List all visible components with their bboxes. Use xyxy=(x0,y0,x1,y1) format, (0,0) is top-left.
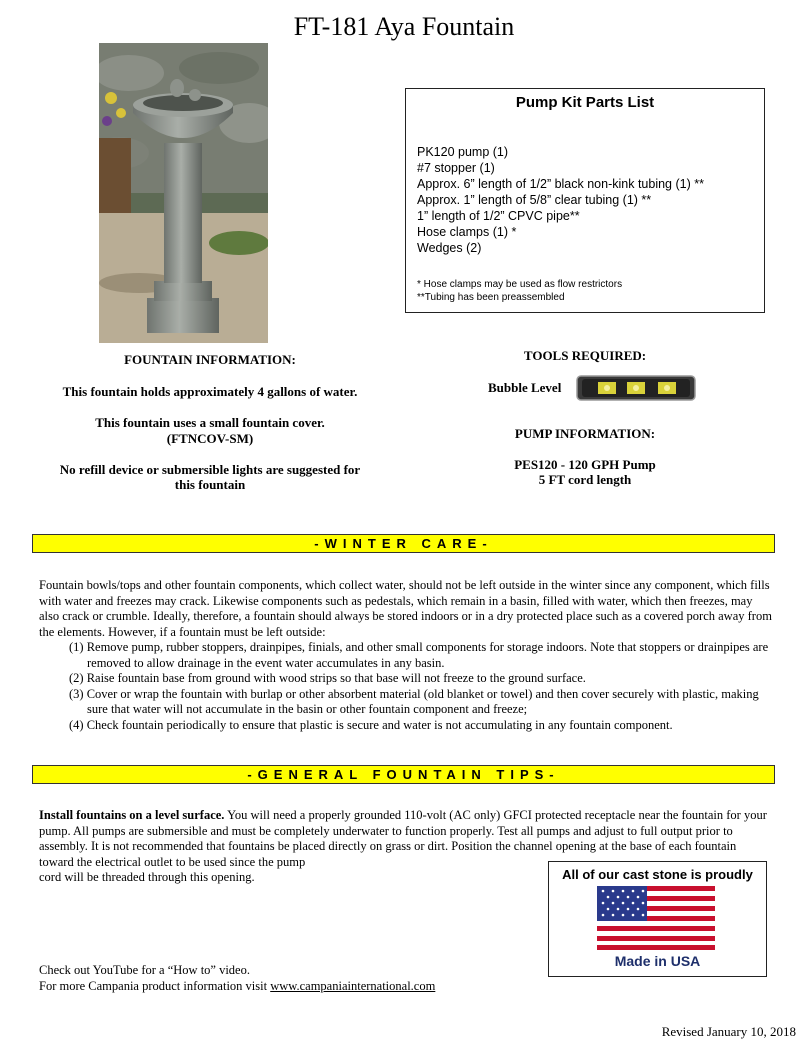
fountain-cover-code: (FTNCOV-SM) xyxy=(166,431,254,446)
hose-clamp-note: * Hose clamps may be used as flow restrictors xyxy=(417,279,623,290)
tips-end: cord will be threaded through this opening. xyxy=(39,870,255,884)
list-item: Hose clamps (1) * xyxy=(417,225,517,239)
list-item: 1” length of 1/2” CPVC pipe** xyxy=(417,209,580,223)
list-item: (1) Remove pump, rubber stoppers, drainpipes, finials, and other small components for storage indoors. Note that stoppers or drainpipes are removed to allow drainage in the event water accumulates in any basin. xyxy=(69,640,769,670)
tools-heading: TOOLS REQUIRED: xyxy=(523,348,647,363)
list-item: PK120 pump (1) xyxy=(417,145,509,159)
footer-links xyxy=(39,963,435,994)
list-item: Approx. 6” length of 1/2” black non-kink tubing (1) ** xyxy=(417,177,704,191)
fountain-cover-line: This fountain uses a small fountain cover. xyxy=(95,415,325,430)
list-item: #7 stopper (1) xyxy=(417,161,495,175)
page-title: FT-181 Aya Fountain xyxy=(293,12,515,41)
fountain-capacity: This fountain holds approximately 4 gallons of water. xyxy=(62,384,358,399)
pump-kit-box xyxy=(405,88,765,313)
pump-cord-length: 5 FT cord length xyxy=(538,472,632,487)
general-tips-banner: -GENERAL FOUNTAIN TIPS- xyxy=(32,765,775,784)
made-in-usa-badge xyxy=(548,861,767,977)
list-item: (2) Raise fountain base from ground with wood strips so that base will not freeze to the ground surface. xyxy=(69,671,586,685)
winter-care-text xyxy=(39,578,774,733)
more-info-prefix: For more Campania product information visit xyxy=(39,978,271,993)
usa-badge-top: All of our cast stone is proudly xyxy=(562,867,753,882)
usa-badge-bottom: Made in USA xyxy=(614,953,701,969)
list-item: Wedges (2) xyxy=(417,241,482,255)
tips-body: You will need a properly grounded 110-volt (AC only) GFCI protected receptacle near the fountain for your pump. All pumps are submersible and must be completely underwater to function properly. Test all pumps and adjust to full output prior to assembly. It is not recommended that fountains be placed directly on grass or dirt. Position the channel opening at the base of each fountain toward the electrical outlet to be used since the pump xyxy=(39,808,767,869)
youtube-note: Check out YouTube for a “How to” video. xyxy=(39,963,250,977)
pump-kit-notes xyxy=(417,279,622,304)
pump-info-heading: PUMP INFORMATION: xyxy=(514,426,656,441)
list-item: (4) Check fountain periodically to ensure that plastic is secure and water is not accumulating in any fountain component. xyxy=(69,717,673,732)
winter-steps xyxy=(39,640,774,733)
pump-kit-list xyxy=(417,144,704,256)
winter-intro: Fountain bowls/tops and other fountain components, which collect water, should not be left outside in the winter since any component, which fills with water and freezes may crack. Likewise components such as pedestals, which remain in a basin, filled with water, which then freezes, may also crack or crumble. Ideally, therefore, a fountain should always be stored indoors or in a dry protected place such as a covered porch away from the elements. However, if a fountain must be left outside: xyxy=(39,578,772,639)
fountain-info-heading: FOUNTAIN INFORMATION: xyxy=(124,352,296,367)
list-item: Approx. 1” length of 5/8” clear tubing (1) ** xyxy=(417,193,652,207)
pump-model: PES120 - 120 GPH Pump xyxy=(514,457,656,472)
refill-note-line2: this fountain xyxy=(174,477,246,492)
bubble-level-label: Bubble Level xyxy=(488,380,562,395)
us-flag-icon xyxy=(597,886,715,955)
refill-note-line1: No refill device or submersible lights are suggested for xyxy=(59,462,361,477)
campania-website-link[interactable]: www.campaniainternational.com xyxy=(270,978,436,993)
fountain-photo xyxy=(99,43,268,343)
bubble-level-icon xyxy=(576,374,696,407)
revised-date: Revised January 10, 2018 xyxy=(661,1024,796,1039)
tips-lead: Install fountains on a level surface. xyxy=(39,808,225,822)
pump-kit-heading: Pump Kit Parts List xyxy=(515,94,655,111)
tubing-note: **Tubing has been preassembled xyxy=(417,291,565,303)
winter-care-banner: -WINTER CARE- xyxy=(32,534,775,553)
list-item: (3) Cover or wrap the fountain with burlap or other absorbent material (old blanket or towel) and then cover securely with plastic, making sure that water will not accumulate in the basin or other fountain component and freeze; xyxy=(69,686,759,716)
